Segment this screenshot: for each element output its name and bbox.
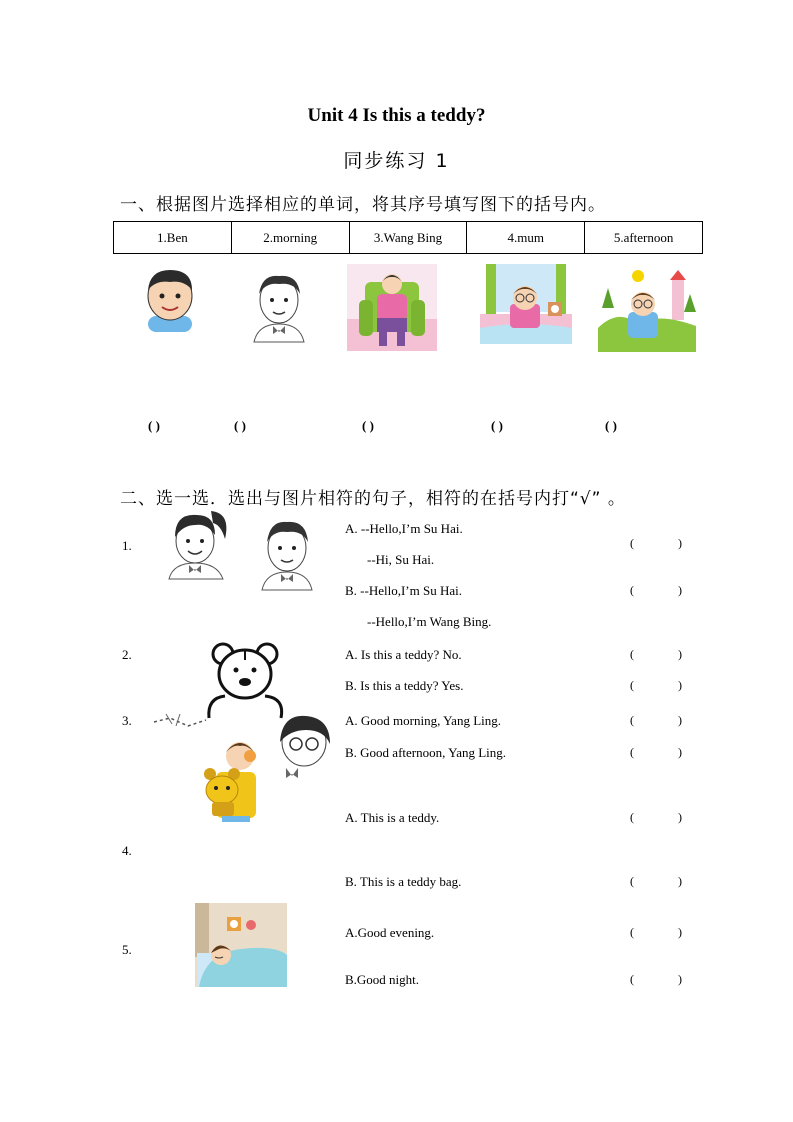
question-number: 2.: [122, 647, 132, 662]
yang-ling-teddy-picture: [150, 712, 332, 822]
answer-bracket[interactable]: ( ): [630, 925, 682, 939]
page-title: Unit 4 Is this a teddy?: [307, 105, 486, 126]
morning-picture: [480, 264, 572, 344]
answer-blank-4[interactable]: ( ): [491, 418, 503, 433]
option-text: B. --Hello,I’m Su Hai.: [345, 583, 462, 598]
answer-bracket[interactable]: ( ): [630, 745, 682, 759]
answer-blank-5[interactable]: ( ): [605, 418, 617, 433]
page-subtitle: 同步练习 1: [343, 150, 450, 172]
option-text: B. Is this a teddy? Yes.: [345, 678, 464, 693]
sleeping-girl-picture: [195, 903, 287, 987]
word-table: [113, 221, 703, 254]
section1-heading: 一、根据图片选择相应的单词，将其序号填写图下的括号内。: [120, 195, 606, 215]
mum-sofa-picture: [347, 264, 437, 351]
word-cell: 2.morning: [231, 222, 349, 254]
teddy-bear-picture: [203, 640, 287, 718]
option-text: A.Good evening.: [345, 925, 435, 940]
question-number: 4.: [122, 843, 132, 858]
answer-blank-2[interactable]: ( ): [234, 418, 246, 433]
section2-heading: 二、选一选．选出与图片相符的句子，相符的在括号内打“√” 。: [120, 489, 626, 509]
answer-bracket[interactable]: ( ): [630, 874, 682, 888]
answer-bracket[interactable]: ( ): [630, 972, 682, 986]
answer-bracket[interactable]: ( ): [630, 810, 682, 824]
answer-blank-3[interactable]: ( ): [362, 418, 374, 433]
option-text: A. Good morning, Yang Ling.: [345, 713, 502, 728]
answer-bracket[interactable]: ( ): [630, 583, 682, 597]
word-cell: 1.Ben: [114, 222, 232, 254]
option-text: B. Good afternoon, Yang Ling.: [345, 745, 507, 760]
girl-su-hai-picture: [165, 503, 231, 579]
answer-bracket[interactable]: ( ): [630, 678, 682, 692]
option-text: A. --Hello,I’m Su Hai.: [345, 521, 463, 536]
answer-bracket[interactable]: ( ): [630, 713, 682, 727]
option-text: --Hi, Su Hai.: [367, 552, 435, 567]
option-text: B.Good night.: [345, 972, 420, 987]
afternoon-picture: [598, 268, 696, 352]
question-number: 5.: [122, 942, 132, 957]
word-cell: 4.mum: [467, 222, 585, 254]
answer-bracket[interactable]: ( ): [630, 536, 682, 550]
answer-bracket[interactable]: ( ): [630, 647, 682, 661]
option-text: B. This is a teddy bag.: [345, 874, 462, 889]
word-cell: 3.Wang Bing: [349, 222, 467, 254]
option-text: A. Is this a teddy? No.: [345, 647, 462, 662]
boy-wang-bing-picture: [248, 270, 310, 342]
boy-wang-bing-picture: [256, 516, 318, 590]
option-text: A. This is a teddy.: [345, 810, 440, 825]
word-cell: 5.afternoon: [585, 222, 703, 254]
option-text: --Hello,I’m Wang Bing.: [367, 614, 492, 629]
question-number: 1.: [122, 538, 132, 553]
question-number: 3.: [122, 713, 132, 728]
answer-blank-1[interactable]: ( ): [148, 418, 160, 433]
boy-ben-picture: [140, 266, 200, 332]
